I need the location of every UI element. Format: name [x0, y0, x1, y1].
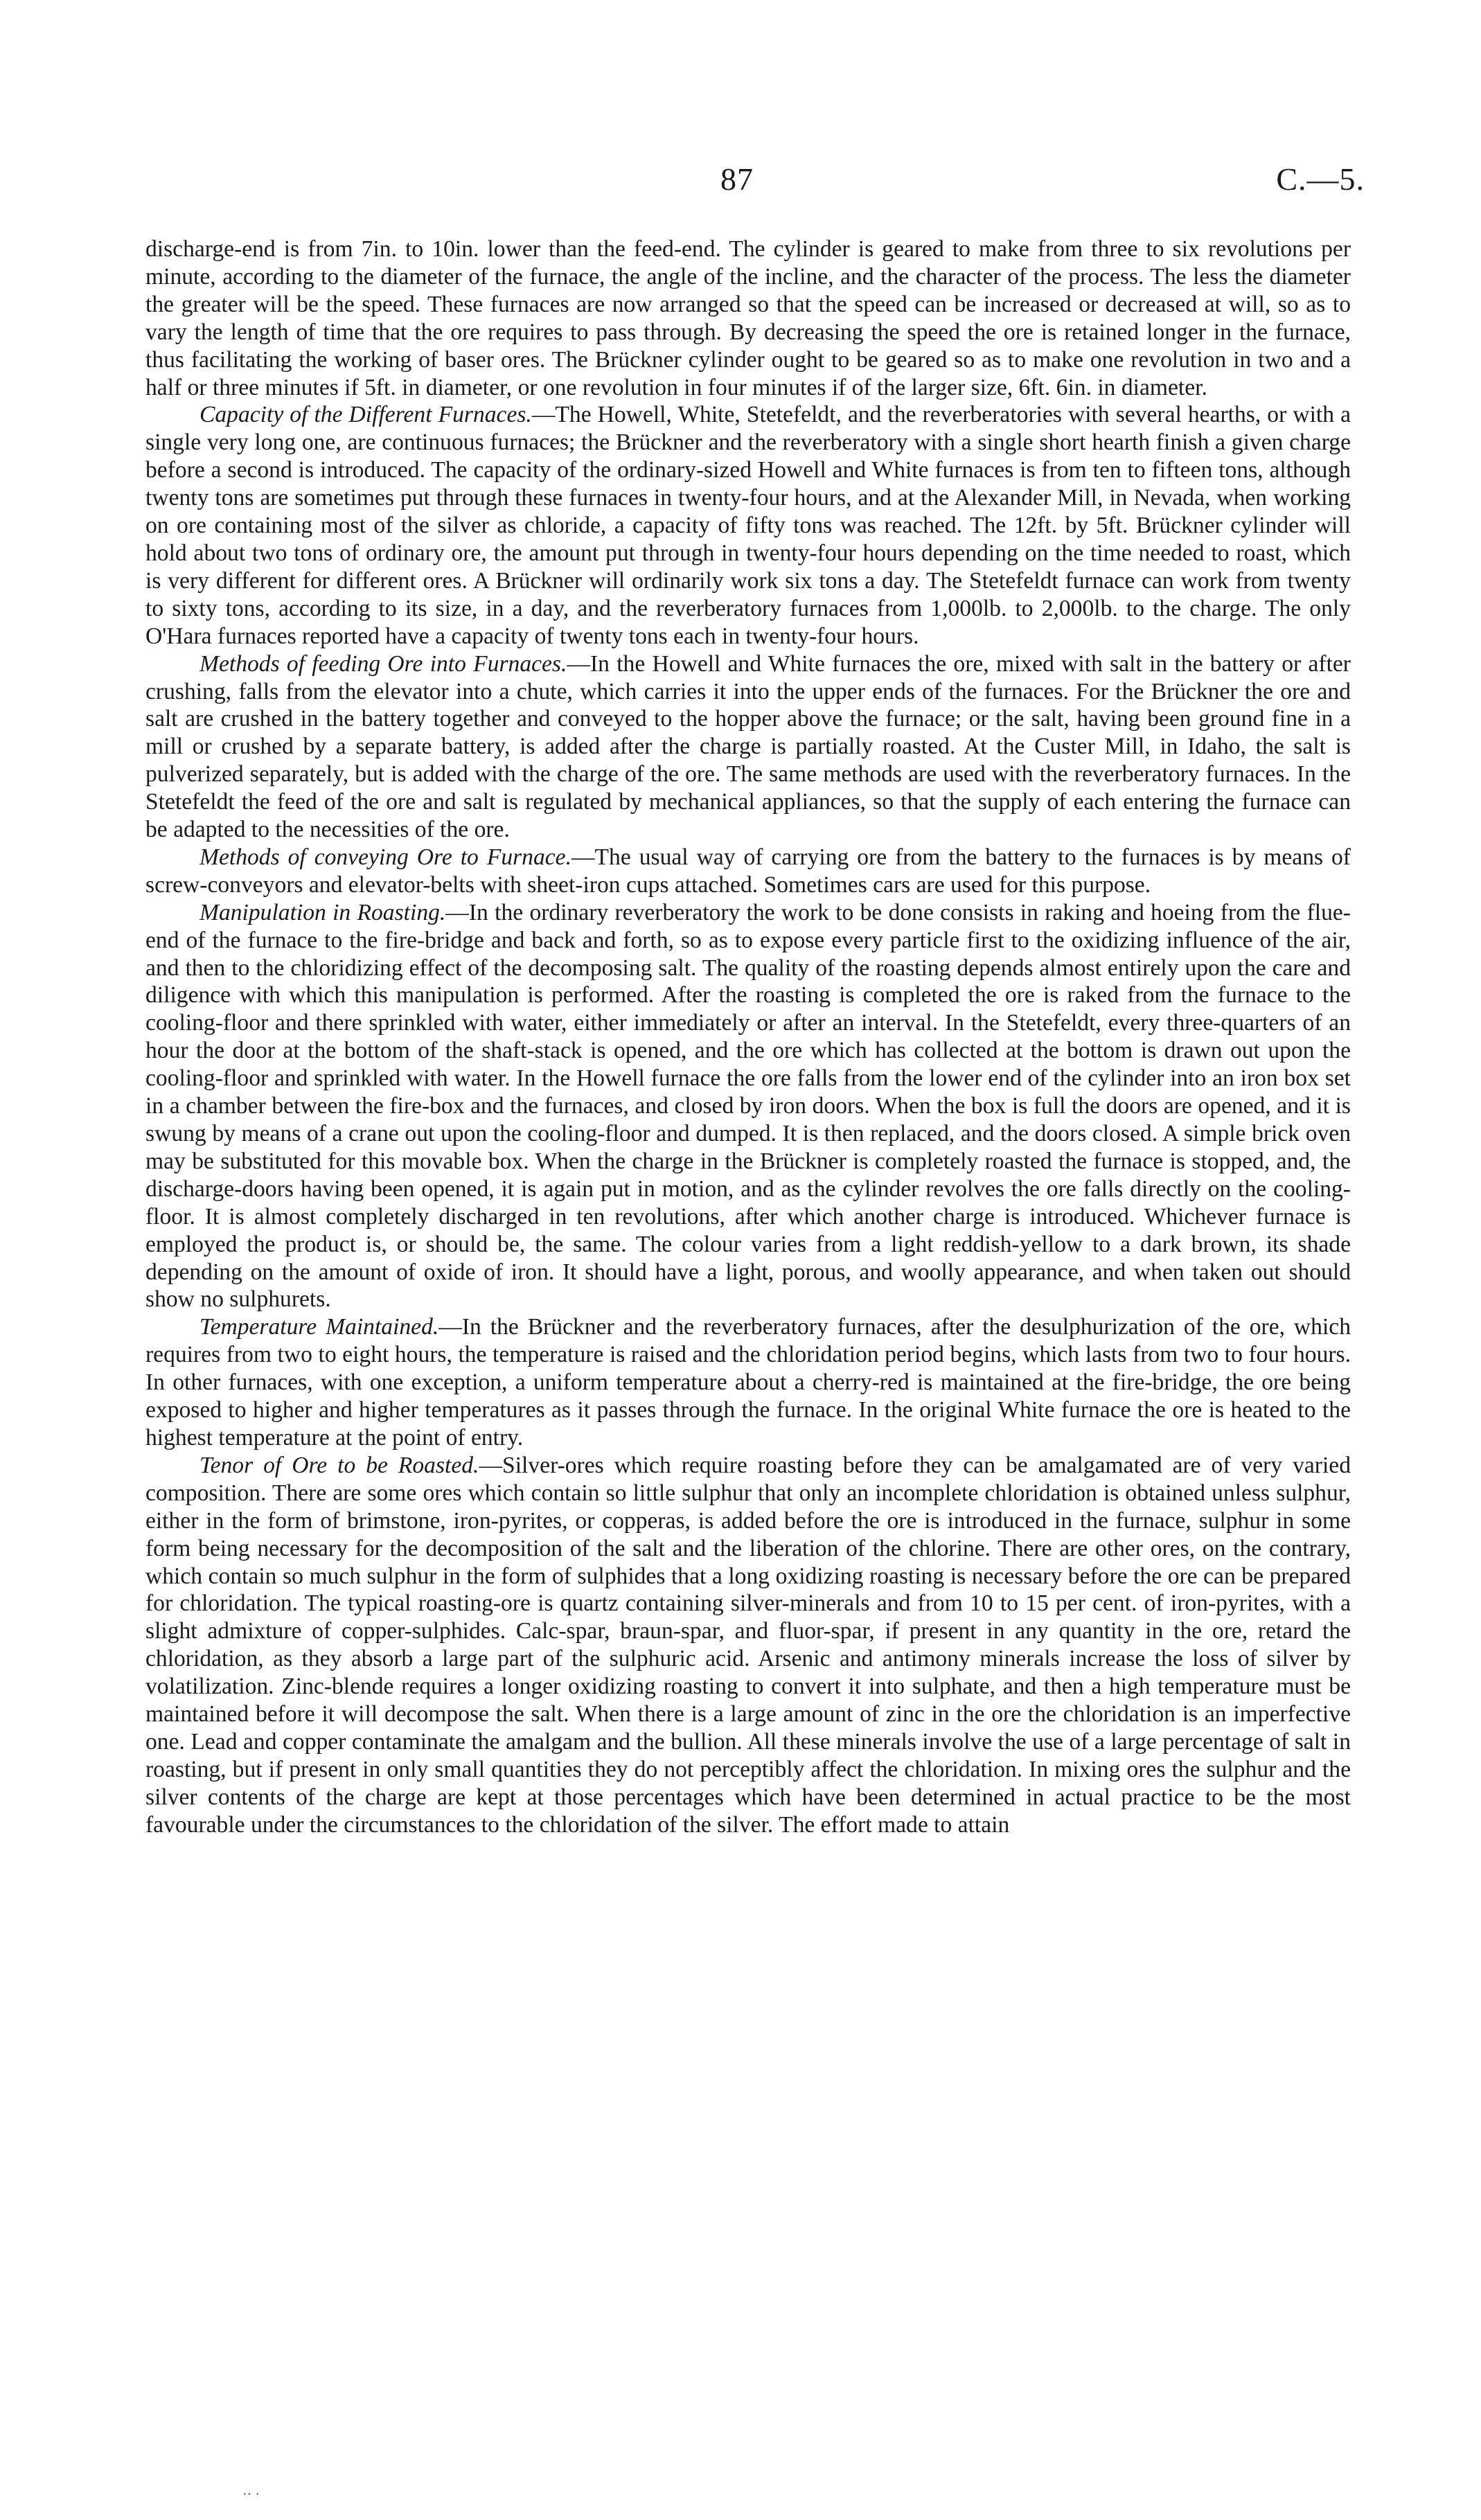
paragraph-heading: Methods of conveying Ore to Furnace.	[199, 844, 571, 870]
paragraph-heading: Capacity of the Different Furnaces.	[199, 402, 532, 428]
paragraph-heading: Manipulation in Roasting.	[199, 899, 446, 925]
paragraph-tenor	[145, 1452, 1351, 1839]
paragraph-manipulation	[145, 899, 1351, 1314]
paragraph-text: —In the Brückner and the reverberatory furnaces, after the desulphurization of the ore, which requires from two to eight hours, the temperature is raised and the chloridation period begins, which lasts from two to four hours. In other furnaces, with one exception, a uniform temperature about a cherry-red is maintained at the fire-bridge, the ore being exposed to higher and higher temperatures as it passes through the furnace. In the original White furnace the ore is heated to the highest temperature at the point of entry.	[145, 1314, 1351, 1450]
paragraph-text: —In the ordinary reverberatory the work to be done consists in raking and hoeing from the flue-end of the furnace to the fire-bridge and back and forth, so as to expose every particle first to the oxidizing influence of the air, and then to the chloridizing effect of the decomposing salt. The quality of the roasting depends almost entirely upon the care and diligence with which this manipulation is performed. After the roasting is completed the ore is raked from the furnace to the cooling-floor and there sprinkled with water, either immediately or after an interval. In the Stetefeldt, every three-quarters of an hour the door at the bottom of the shaft-stack is opened, and the ore which has collected at the bottom is drawn out upon the cooling-floor and sprinkled with water. In the Howell furnace the ore falls from the lower end of the cylinder into an iron box set in a chamber between the fire-box and the furnaces, and closed by iron doors. When the box is full the doors are opened, and it is swung by means of a crane out upon the cooling-floor and dumped. It is then replaced, and the doors closed. A simple brick oven may be substituted for this movable box. When the charge in the Brückner is completely roasted the furnace is stopped, and, the discharge-doors having been opened, it is again put in motion, and as the cylinder revolves the ore falls directly on the cooling-floor. It is almost completely discharged in ten revolutions, after which another charge is introduced. Whichever furnace is employed the product is, or should be, the same. The colour varies from a light reddish-yellow to a dark brown, its shade depending on the amount of oxide of iron. It should have a light, porous, and woolly appearance, and when taken out should show no sulphurets.	[145, 899, 1351, 1313]
document-reference: C.—5.	[1276, 161, 1365, 197]
paragraph-text: —In the Howell and White furnaces the ore, mixed with salt in the battery or after crushing, falls from the elevator into a chute, which carries it into the upper ends of the furnaces. For the Brückner the ore and salt are crushed in the battery together and conveyed to the hopper above the furnace; or the salt, having been ground fine in a mill or crushed by a separate battery, is added after the charge is partially roasted. At the Custer Mill, in Idaho, the salt is pulverized separately, but is added with the charge of the ore. The same methods are used with the reverberatory furnaces. In the Stetefeldt the feed of the ore and salt is regulated by mechanical appliances, so that the supply of each entering the furnace can be adapted to the necessities of the ore.	[145, 650, 1351, 843]
paragraph-conveying	[145, 844, 1351, 899]
paragraph-feeding	[145, 650, 1351, 844]
paragraph-temperature	[145, 1313, 1351, 1452]
page-number: 87	[720, 161, 754, 197]
paragraph-heading: Methods of feeding Ore into Furnaces.	[199, 650, 567, 677]
paragraph-text: —The Howell, White, Stetefeldt, and the reverberatories with several hearths, or with a single very long one, are continuous furnaces; the Brückner and the reverberatory with a single short hearth finish a given charge before a second is introduced. The capacity of the ordinary-sized Howell and White furnaces is from ten to fifteen tons, although twenty tons are sometimes put through these furnaces in twenty-four hours, and at the Alexander Mill, in Nevada, when working on ore containing most of the silver as chloride, a capacity of fifty tons was reached. The 12ft. by 5ft. Brückner cylinder will hold about two tons of ordinary ore, the amount put through in twenty-four hours depending on the time needed to roast, which is very different for different ores. A Brückner will ordinarily work six tons a day. The Stetefeldt furnace can work from twenty to sixty tons, according to its size, in a day, and the reverberatory furnaces from 1,000lb. to 2,000lb. to the charge. The only O'Hara furnaces reported have a capacity of twenty tons each in twenty-four hours.	[145, 402, 1351, 649]
paragraph-heading: Tenor of Ore to be Roasted.	[199, 1452, 479, 1478]
paragraph-text: —The usual way of carrying ore from the battery to the furnaces is by means of screw-conveyors and elevator-belts with sheet-iron cups attached. Sometimes cars are used for this purpose.	[145, 844, 1351, 898]
body-text	[145, 236, 1351, 1839]
paragraph-text: discharge-end is from 7in. to 10in. lower than the feed-end. The cylinder is geared to make from three to six revolutions per minute, according to the diameter of the furnace, the angle of the incline, and the character of the process. The less the diameter the greater will be the speed. These furnaces are now arranged so that the speed can be increased or decreased at will, so as to vary the length of time that the ore requires to pass through. By decreasing the speed the ore is retained longer in the furnace, thus facilitating the working of baser ores. The Brückner cylinder ought to be geared so as to make one revolution in two and a half or three minutes if 5ft. in diameter, or one revolution in four minutes if of the larger size, 6ft. 6in. in diameter.	[145, 236, 1351, 400]
page-header	[0, 161, 1481, 209]
paragraph-capacity	[145, 401, 1351, 650]
printer-mark: ·· ·	[242, 2487, 260, 2502]
paragraph-continuation	[145, 236, 1351, 401]
paragraph-text: —Silver-ores which require roasting before they can be amalgamated are of very varied composition. There are some ores which contain so little sulphur that only an incomplete chloridation is obtained unless sulphur, either in the form of brimstone, iron-pyrites, or copperas, is added before the ore is introduced in the furnace, sulphur in some form being necessary for the decomposition of the salt and the liberation of the chlorine. There are other ores, on the contrary, which contain so much sulphur in the form of sulphides that a long oxidizing roasting is necessary before the ore can be prepared for chloridation. The typical roasting-ore is quartz containing silver-minerals and from 10 to 15 per cent. of iron-pyrites, with a slight admixture of copper-sulphides. Calc-spar, braun-spar, and fluor-spar, if present in any quantity in the ore, retard the chloridation, as they absorb a large part of the sulphuric acid. Arsenic and antimony minerals increase the loss of silver by volatilization. Zinc-blende requires a longer oxidizing roasting to convert it into sulphate, and then a high temperature must be maintained before it will decompose the salt. When there is a large amount of zinc in the ore the chloridation is an imperfective one. Lead and copper contaminate the amalgam and the bullion. All these minerals involve the use of a large percentage of salt in roasting, but if present in only small quantities they do not perceptibly affect the chloridation. In mixing ores the sulphur and the silver contents of the charge are kept at those percentages which have been determined in actual practice to be the most favourable under the circumstances to the chloridation of the silver. The effort made to attain	[145, 1452, 1351, 1838]
paragraph-heading: Temperature Maintained.	[199, 1314, 439, 1340]
